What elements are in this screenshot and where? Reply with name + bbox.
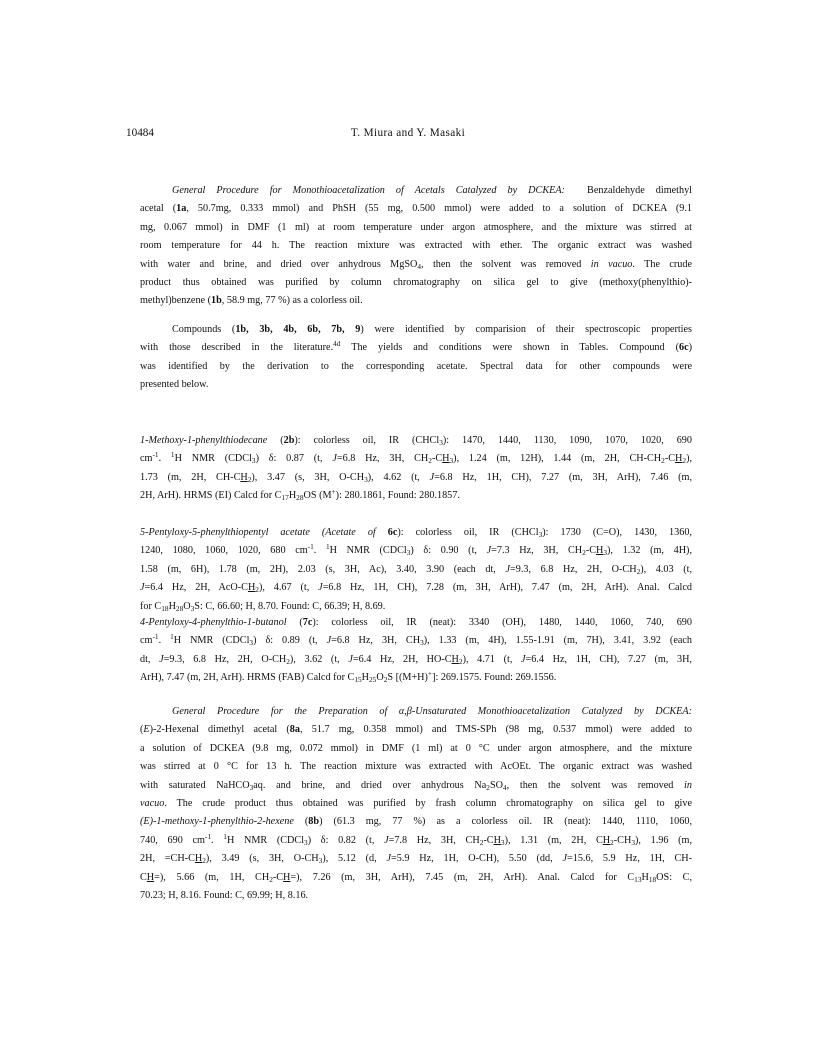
procedure-heading: General Procedure for the Preparation of α,β-Unsaturated Monothioacetalization Catalyzed by DCKEA:: [172, 706, 692, 717]
text-run: -C: [483, 834, 494, 846]
text-run: The yields and conditions were shown in Tables. Compound (: [340, 342, 679, 354]
paragraph-general-procedure-2: [140, 703, 692, 905]
paragraph-compounds: [140, 321, 692, 395]
text-line: [140, 579, 692, 597]
text-run: 2H, ArH). HRMS (EI) Calcd for C: [140, 490, 282, 502]
procedure-heading: General Procedure for Monothioacetalization of Acetals Catalyzed by DCKEA:: [172, 185, 565, 196]
reference-superscript: 4d: [333, 339, 341, 349]
subscript: 2: [582, 548, 586, 558]
text-run: H NMR (CDCl: [174, 453, 252, 465]
text-run: =9.3, 6.8 Hz, 2H, O-CH: [510, 563, 637, 575]
text-run: aq. and brine, and dried over anhydrous Na: [253, 779, 487, 791]
subscript: 3: [251, 456, 256, 466]
coupling-j: J: [318, 582, 323, 594]
italic-run: E: [143, 724, 150, 736]
compound-name: 1-Methoxy-1-phenylthiodecane: [140, 435, 268, 446]
text-run: ) δ: 0.82 (t,: [307, 834, 385, 846]
underlined-h: H: [194, 853, 203, 865]
running-title: [126, 127, 690, 139]
subscript: 2: [428, 456, 432, 466]
text-run: ) δ: 0.89 (t,: [253, 635, 327, 647]
text-run: H NMR (CDCl: [329, 545, 407, 557]
text-run: cm: [140, 453, 153, 465]
text-line: 1-Methoxy-1-phenylthiodecane (2b): colorless oil, IR (CHCl$_3$): 1470, 1440, 1130, 1090, 1070, 1020, 690: [140, 435, 692, 447]
subscript: 3: [190, 603, 195, 613]
text-run: H: [288, 490, 297, 502]
text-run: ), 3.62 (t,: [289, 653, 349, 665]
underlined-h: H: [493, 834, 501, 846]
text-run: ), 3.47 (s, 3H, O-CH: [251, 471, 365, 483]
text-line: [140, 339, 692, 357]
subscript: 2: [636, 566, 641, 576]
subscript: 2: [286, 656, 290, 666]
text-line: [140, 542, 692, 560]
text-run: ): [688, 342, 692, 354]
underlined-h: H: [283, 871, 291, 883]
text-line: [140, 703, 692, 721]
compound-name: 5-Pentyloxy-5-phenylthiopentyl acetate (Acetate of: [140, 527, 388, 538]
text-line: (E)-1-methoxy-1-phenylthio-2-hexene (8b) (61.3 mg, 77 %) as a colorless oil. IR (neat): 1440, 1110, 1060,: [140, 816, 692, 828]
text-run: O: [376, 672, 384, 684]
text-line: [140, 469, 692, 487]
coupling-j: J: [140, 582, 145, 594]
coupling-j: J: [348, 653, 353, 665]
subscript: 3: [449, 456, 454, 466]
subscript: 25: [369, 675, 377, 685]
text-run: )-2-Hexenal dimethyl acetal (: [149, 724, 290, 736]
text-line: [140, 777, 692, 795]
text-run: ): 1730 (C=O), 1430, 1360,: [542, 527, 692, 538]
text-run: with water and brine, and dried over anhydrous MgSO: [140, 258, 418, 270]
text-run: H NMR (CDCl: [226, 834, 305, 846]
subscript: 2: [610, 837, 614, 847]
subscript: 3: [364, 474, 368, 484]
compound-label: 1a: [176, 203, 187, 215]
subscript: 2: [458, 656, 463, 666]
text-run: dt,: [140, 653, 160, 665]
text-line: [140, 321, 692, 339]
compound-label: 2b: [283, 435, 295, 446]
text-run: 1240, 1080, 1060, 1020, 680 cm: [140, 545, 308, 557]
underlined-h: H: [247, 582, 256, 594]
compound-name: (E)-1-methoxy-1-phenylthio-2-hexene: [140, 816, 294, 828]
text-run: acetal (: [140, 203, 177, 215]
text-run: 1.73 (m, 2H, CH-C: [140, 471, 241, 483]
subscript: 28: [296, 493, 304, 503]
text-run: with those described in the literature.: [140, 342, 334, 354]
subscript: 18: [648, 874, 657, 884]
text-run: ) δ: 0.87 (t,: [255, 453, 333, 465]
text-run: H: [168, 600, 176, 612]
text-run: (: [140, 724, 144, 736]
text-run: for C: [140, 600, 162, 612]
page-number: 10484: [126, 127, 154, 139]
subscript: 3: [420, 638, 424, 648]
subscript: 18: [161, 603, 169, 613]
subscript: 2: [269, 874, 273, 884]
text-run: ): colorless oil, IR (CHCl: [294, 435, 440, 446]
text-line: 4-Pentyloxy-4-phenylthio-1-butanol (7c): colorless oil, IR (neat): 3340 (OH), 1480, 1440, 1060, 740, 690: [140, 617, 692, 628]
subscript: 3: [249, 638, 254, 648]
text-run: =6.4 Hz, 2H, HO-C: [352, 653, 452, 665]
text-run: =6.8 Hz, 1H, CH), 7.28 (m, 3H, ArH), 7.47 (m, 2H, ArH). Anal. Calcd: [322, 582, 693, 594]
text-line: 70.23; H, 8.16. Found: C, 69.99; H, 8.16.: [140, 890, 309, 902]
subscript: 28: [175, 603, 184, 613]
subscript: 3: [439, 438, 443, 447]
text-run: ) δ: 0.90 (t,: [410, 545, 487, 557]
text-run: ): 280.1861, Found: 280.1857.: [335, 490, 460, 502]
compound-label: 8b: [308, 816, 320, 828]
paragraph-compound-6c: [140, 524, 692, 616]
text-run: =), 5.66 (m, 1H, CH: [154, 871, 270, 883]
text-line: [140, 795, 692, 813]
subscript: 13: [634, 874, 642, 884]
superscript: +: [331, 487, 336, 497]
text-line: [140, 721, 692, 739]
compound-label: 6c: [387, 527, 398, 538]
coupling-j: J: [332, 453, 337, 465]
text-run: H NMR (CDCl: [173, 635, 250, 647]
superscript: 1: [170, 632, 174, 642]
text-run: .: [158, 635, 171, 647]
text-run: Compounds (: [172, 324, 236, 335]
subscript: 3: [500, 837, 505, 847]
text-run: , then the solvent was removed: [506, 779, 685, 791]
coupling-j: J: [386, 853, 392, 865]
author-2: Y. Masaki: [416, 127, 466, 139]
text-run: =7.3 Hz, 3H, CH: [491, 545, 583, 557]
text-line: [140, 850, 692, 868]
superscript: 1: [223, 831, 227, 841]
text-line: [140, 669, 692, 687]
subscript: 2: [682, 456, 687, 466]
subscript: 2: [479, 837, 484, 847]
underlined-h: H: [442, 453, 450, 465]
underlined-h: H: [602, 834, 611, 846]
text-run: =6.8 Hz, 3H, CH: [331, 635, 421, 647]
subscript: 2: [383, 675, 388, 685]
subscript: 3: [304, 837, 308, 847]
text-line: was identified by the derivation to the corresponding acetate. Spectral data for other compounds were: [140, 360, 692, 372]
text-run: =6.8 Hz, 3H, CH: [336, 453, 429, 465]
text-line: mg, 0.067 mmol) in DMF (1 ml) at room temperature under argon atmosphere, and the mixture was stirred at: [140, 221, 692, 233]
text-run: H: [361, 672, 369, 684]
compound-label: 1b: [211, 295, 222, 307]
text-line: [140, 869, 692, 887]
underlined-h: H: [240, 471, 248, 483]
italic-run: vacuo: [140, 798, 165, 810]
text-line: [140, 651, 692, 669]
subscript: 2: [247, 474, 252, 484]
text-run: methyl)benzene (: [140, 295, 211, 307]
text-run: OS (M: [303, 490, 332, 502]
text-run: =5.9 Hz, 1H, O-CH), 5.50 (dd,: [391, 853, 563, 865]
text-run: with saturated NaHCO: [140, 779, 250, 791]
page-header: [126, 127, 690, 143]
text-run: ) were identified by comparision of their spectroscopic properties: [360, 324, 692, 335]
subscript: 3: [318, 856, 323, 866]
subscript: 2: [255, 585, 259, 595]
text-line: [140, 182, 692, 200]
text-run: ), 4.71 (t,: [462, 653, 521, 665]
text-run: =), 7.26 (m, 3H, ArH), 7.45 (m, 2H, ArH). Anal. Calcd for C: [290, 871, 635, 883]
subscript: 17: [281, 493, 289, 503]
text-run: ), 4.67 (t,: [258, 582, 319, 594]
subscript: 3: [249, 782, 254, 792]
underlined-h: H: [596, 545, 604, 557]
superscript: -1: [152, 632, 159, 642]
text-run: .: [211, 834, 224, 846]
coupling-j: J: [521, 653, 526, 665]
text-run: ),: [686, 453, 693, 465]
text-run: Benzaldehyde dimethyl: [587, 185, 693, 196]
text-line: presented below.: [140, 379, 209, 391]
underlined-h: H: [451, 653, 459, 665]
text-run: 2H, =CH-C: [140, 853, 195, 865]
text-run: OS: C,: [656, 871, 692, 883]
text-line: [140, 200, 692, 218]
text-run: ), 4.62 (t,: [367, 471, 430, 483]
text-run: C: [140, 871, 147, 883]
text-run: ), 1.32 (m, 4H),: [607, 545, 693, 557]
superscript: 1: [325, 542, 330, 552]
text-run: ), 1.31 (m, 2H, C: [504, 834, 603, 846]
text-line: [140, 632, 692, 650]
text-run: O: [183, 600, 191, 612]
text-line: [140, 487, 692, 505]
text-run: ), 1.33 (m, 4H), 1.55-1.91 (m, 7H), 3.41, 3.92 (each: [423, 635, 692, 647]
text-run: , 51.7 mg, 0.358 mmol) and TMS-SPh (98 mg, 0.537 mmol) were added to: [299, 724, 692, 736]
coupling-j: J: [384, 834, 389, 846]
superscript: -1: [307, 542, 314, 552]
coupling-j: J: [486, 545, 492, 557]
text-run: ), 3.49 (s, 3H, O-CH: [205, 853, 319, 865]
author-conjunction: and: [396, 127, 414, 139]
text-run: , then the solvent was removed: [421, 258, 591, 270]
text-run: S [(M+H): [387, 672, 428, 684]
text-line: [140, 450, 692, 468]
subscript: 3: [538, 530, 543, 539]
subscript: 2: [661, 456, 665, 466]
text-run: . The crude product thus obtained was purified by frash column chromatography on silica gel to give: [164, 798, 692, 810]
text-run: ), 4.03 (t,: [640, 563, 692, 575]
text-line: product thus obtained was purified by column chromatography on silica gel to give (methoxy(phenylthio)-: [140, 277, 692, 289]
paragraph-compound-7c: [140, 614, 692, 688]
superscript: 1: [170, 450, 175, 460]
coupling-j: J: [159, 653, 164, 665]
text-run: H: [641, 871, 649, 883]
coupling-j: J: [562, 853, 567, 865]
text-run: .: [313, 545, 326, 557]
compound-label: 6c: [678, 342, 689, 354]
text-run: =6.4 Hz, 1H, CH), 7.27 (m, 3H,: [525, 653, 692, 665]
text-run: -C: [664, 453, 676, 465]
text-run: 1.58 (m, 6H), 1.78 (m, 2H), 2.03 (s, 3H, Ac), 3.40, 3.90 (each dt,: [140, 563, 506, 575]
superscript: +: [427, 669, 433, 679]
text-run: -C: [272, 871, 284, 883]
coupling-j: J: [429, 471, 435, 483]
text-run: ): 1470, 1440, 1130, 1090, 1070, 1020, 690: [442, 435, 692, 446]
text-run: SO: [489, 779, 503, 791]
subscript: 2: [486, 782, 490, 792]
compound-name: 4-Pentyloxy-4-phenylthio-1-butanol: [140, 617, 287, 628]
text-line: was stirred at 0 °C for 13 h. The reaction mixture was extracted with AcOEt. The organic extract was washed: [140, 761, 692, 773]
text-run: cm: [140, 635, 153, 647]
text-run: ), 1.96 (m,: [635, 834, 692, 846]
text-run: ) (61.3 mg, 77 %) as a colorless oil. IR (neat): 1440, 1110, 1060,: [319, 816, 692, 828]
text-run: -CH: [613, 834, 632, 846]
text-run: =6.8 Hz, 1H, CH), 7.27 (m, 3H, ArH), 7.46 (m,: [434, 471, 693, 483]
text-run: -C: [431, 453, 443, 465]
compound-label: 8a: [289, 724, 300, 736]
text-run: -C: [585, 545, 596, 557]
text-run: , 50.7mg, 0.333 mmol) and PhSH (55 mg, 0.500 mmol) were added to a solution of DCKEA (9.1: [186, 203, 692, 215]
coupling-j: J: [326, 635, 332, 647]
subscript: 3: [406, 548, 411, 558]
paragraph-compound-2b: [140, 432, 692, 506]
compound-label: 7c: [302, 617, 313, 628]
text-run: =7.8 Hz, 3H, CH: [388, 834, 480, 846]
subscript: 4: [502, 782, 507, 792]
text-run: ArH), 7.47 (m, 2H, ArH). HRMS (FAB) Calcd for C: [140, 672, 355, 684]
text-line: a solution of DCKEA (9.8 mg, 0.072 mmol) in DMF (1 ml) at 0 °C under argon atmosphere, and the mixture: [140, 742, 692, 754]
text-run: =6.4 Hz, 2H, AcO-C: [144, 582, 248, 594]
text-line: [140, 292, 692, 310]
text-run: ): colorless oil, IR (neat): 3340 (OH), 1480, 1440, 1060, 740, 690: [312, 617, 692, 628]
text-run: =15.6, 5.9 Hz, 1H, CH-: [567, 853, 692, 865]
text-line: [140, 524, 692, 542]
subscript: 15: [354, 675, 362, 685]
author-1: T. Miura: [350, 127, 394, 139]
coupling-j: J: [505, 563, 511, 575]
text-run: ), 1.24 (m, 12H), 1.44 (m, 2H, CH-CH: [453, 453, 662, 465]
text-run: ), 5.12 (d,: [322, 853, 387, 865]
superscript: -1: [204, 831, 212, 841]
italic-run: in: [684, 779, 692, 791]
paragraph-general-procedure-1: [140, 182, 692, 311]
subscript: 3: [631, 837, 635, 847]
italic-run: in vacuo: [590, 258, 633, 270]
underlined-h: H: [146, 871, 155, 883]
subscript: 2: [202, 856, 206, 866]
superscript: -1: [152, 450, 159, 460]
text-run: ]: 269.1575. Found: 269.1556.: [432, 672, 557, 684]
text-run: .: [158, 453, 171, 465]
text-run: ): colorless oil, IR (CHCl: [397, 527, 539, 538]
text-line: [140, 256, 692, 274]
text-run: , 58.9 mg, 77 %) as a colorless oil.: [221, 295, 363, 307]
text-line: room temperature for 44 h. The reaction mixture was extracted with ether. The organic extract was washed: [140, 240, 692, 252]
text-line: [140, 832, 692, 850]
text-line: [140, 561, 692, 579]
text-run: S: C, 66.60; H, 8.70. Found: C, 66.39; H, 8.69.: [194, 600, 386, 612]
text-run: . The crude: [632, 258, 692, 270]
subscript: 4: [417, 261, 422, 271]
text-run: 740, 690 cm: [140, 834, 205, 846]
underlined-h: H: [675, 453, 683, 465]
text-run: =9.3, 6.8 Hz, 2H, O-CH: [163, 653, 287, 665]
compound-labels: 1b, 3b, 4b, 6b, 7b, 9: [235, 324, 361, 335]
subscript: 3: [603, 548, 608, 558]
